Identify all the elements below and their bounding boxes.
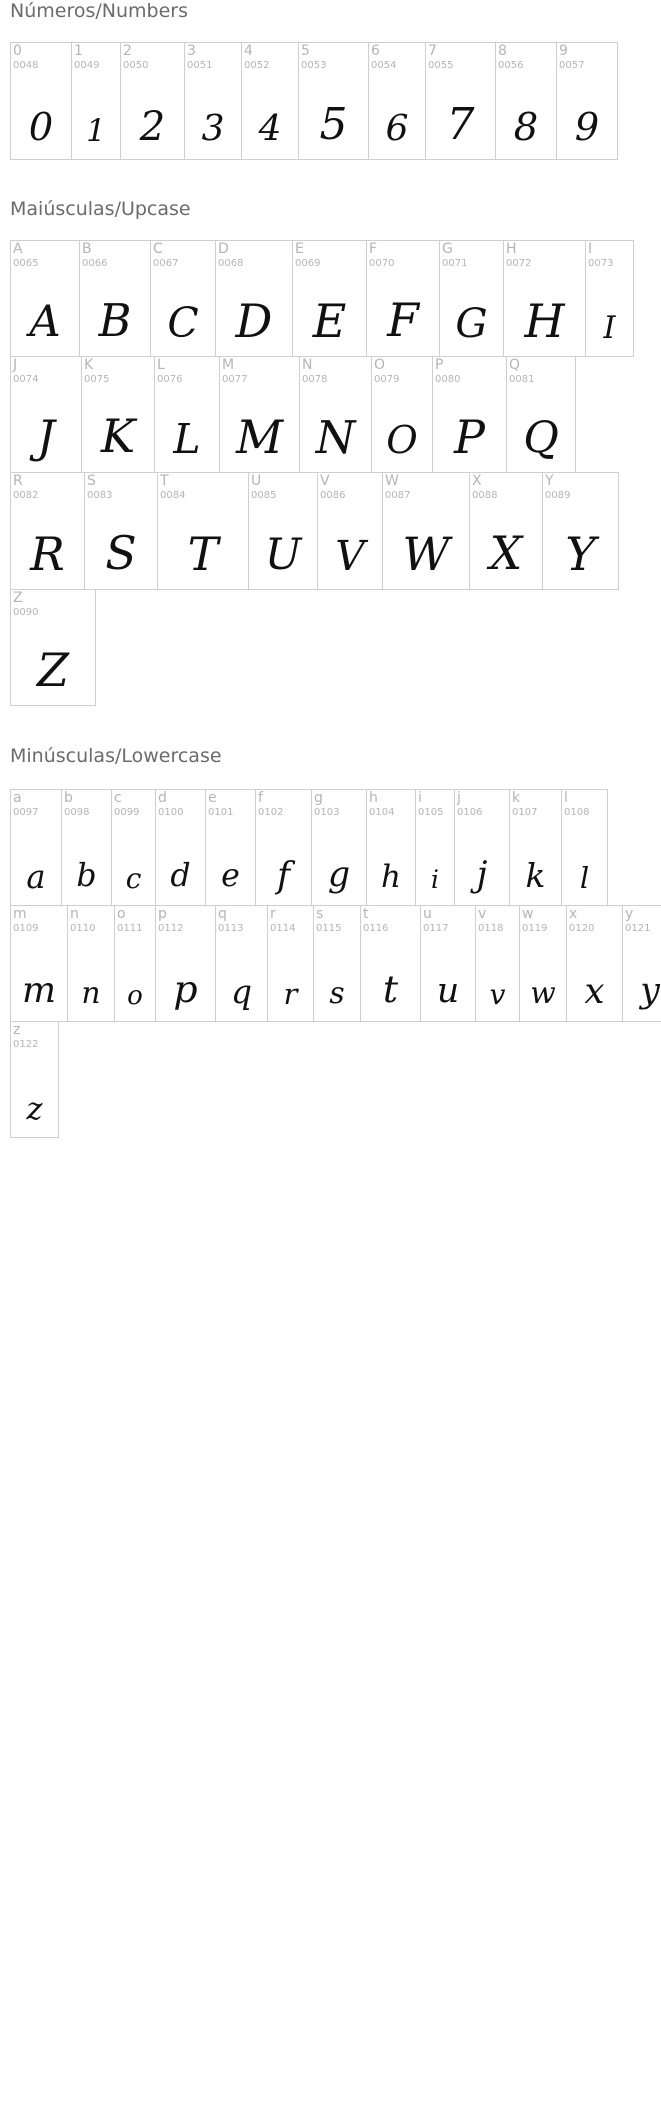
glyph-cell — [215, 905, 268, 1022]
glyph-cell — [205, 789, 256, 906]
glyph-character-label: R — [13, 473, 23, 489]
glyph-code-label: 0052 — [244, 60, 270, 71]
glyph-sample: A — [29, 296, 61, 347]
glyph-sample: x — [584, 970, 605, 1012]
glyph-cell — [366, 789, 416, 906]
glyph-sample: 1 — [86, 113, 106, 149]
glyph-code-label: 0104 — [369, 807, 395, 818]
glyph-sample: M — [235, 410, 284, 464]
glyph-character-label: j — [457, 790, 461, 806]
glyph-character-label: W — [385, 473, 399, 489]
glyph-sample: n — [81, 976, 101, 1012]
glyph-cell — [84, 472, 158, 590]
glyph-character-label: D — [218, 241, 229, 257]
glyph-sample: 7 — [446, 98, 475, 150]
glyph-code-label: 0082 — [13, 490, 39, 501]
glyph-cell — [10, 589, 96, 706]
glyph-sample: 3 — [201, 108, 225, 150]
glyph-sample: k — [525, 856, 546, 896]
glyph-sample: c — [125, 862, 142, 896]
glyph-cell — [371, 356, 433, 473]
glyph-character-label: 5 — [301, 43, 310, 59]
glyph-sample: O — [386, 417, 418, 463]
glyph-character-label: B — [82, 241, 92, 257]
glyph-cell — [469, 472, 543, 590]
glyph-cell — [454, 789, 510, 906]
glyph-character-label: 7 — [428, 43, 437, 59]
glyph-code-label: 0109 — [13, 923, 39, 934]
glyph-cell — [10, 472, 85, 590]
glyph-sample: K — [100, 409, 136, 464]
glyph-character-label: p — [158, 906, 167, 922]
glyph-character-label: e — [208, 790, 217, 806]
glyph-character-label: f — [258, 790, 263, 806]
glyph-sample: r — [283, 976, 298, 1011]
glyph-cell — [506, 356, 576, 473]
glyph-character-label: C — [153, 241, 163, 257]
glyph-code-label: 0048 — [13, 60, 39, 71]
glyph-code-label: 0113 — [218, 923, 244, 934]
glyph-cell — [382, 472, 470, 590]
glyph-code-label: 0079 — [374, 374, 400, 385]
glyph-character-label: L — [157, 357, 165, 373]
glyph-code-label: 0087 — [385, 490, 411, 501]
glyph-character-label: 0 — [13, 43, 22, 59]
glyph-cell — [61, 789, 112, 906]
glyph-character-label: O — [374, 357, 386, 373]
glyph-code-label: 0070 — [369, 258, 395, 269]
glyph-sample: 6 — [385, 108, 409, 150]
glyph-character-label: l — [564, 790, 568, 806]
glyph-code-label: 0083 — [87, 490, 113, 501]
glyph-sample: f — [276, 854, 291, 896]
glyph-sample: a — [26, 857, 46, 896]
glyph-character-label: 6 — [371, 43, 380, 59]
glyph-character-label: S — [87, 473, 96, 489]
glyph-sample: S — [105, 526, 137, 581]
glyph-character-label: n — [70, 906, 79, 922]
glyph-sample: d — [170, 858, 191, 895]
glyph-code-label: 0074 — [13, 374, 39, 385]
glyph-cell — [255, 789, 312, 906]
glyph-code-label: 0119 — [522, 923, 548, 934]
glyph-character-label: u — [423, 906, 432, 922]
glyph-sample: h — [381, 859, 401, 895]
glyph-cell — [71, 42, 121, 160]
glyph-character-label: 1 — [74, 43, 83, 59]
glyph-cell — [415, 789, 455, 906]
glyph-sample: j — [476, 855, 488, 896]
glyph-cell — [120, 42, 185, 160]
glyph-sample: Z — [37, 643, 69, 697]
glyph-sample: N — [315, 410, 356, 464]
glyph-sample: U — [264, 529, 302, 580]
glyph-code-label: 0099 — [114, 807, 140, 818]
glyph-code-label: 0071 — [442, 258, 468, 269]
glyph-code-label: 0054 — [371, 60, 397, 71]
glyph-character-label: U — [251, 473, 262, 489]
glyph-code-label: 0100 — [158, 807, 184, 818]
glyph-cell — [81, 356, 155, 473]
section-title: Números/Numbers — [10, 0, 188, 22]
glyph-cell — [432, 356, 507, 473]
glyph-sample: I — [603, 310, 616, 346]
glyph-sample: 9 — [574, 104, 600, 150]
glyph-sample: o — [127, 980, 143, 1011]
glyph-code-label: 0102 — [258, 807, 284, 818]
glyph-sample: i — [431, 865, 439, 895]
glyph-code-label: 0057 — [559, 60, 585, 71]
glyph-cell — [556, 42, 618, 160]
glyph-code-label: 0121 — [625, 923, 651, 934]
glyph-sample: Q — [523, 412, 559, 463]
glyph-cell — [439, 240, 504, 357]
glyph-character-label: q — [218, 906, 227, 922]
glyph-sample: D — [235, 294, 273, 348]
glyph-cell — [67, 905, 115, 1022]
glyph-character-label: G — [442, 241, 453, 257]
glyph-character-label: r — [270, 906, 276, 922]
glyph-code-label: 0114 — [270, 923, 296, 934]
glyph-code-label: 0072 — [506, 258, 532, 269]
glyph-sample: C — [167, 299, 199, 348]
glyph-character-label: c — [114, 790, 122, 806]
glyph-character-label: 9 — [559, 43, 568, 59]
glyph-sample: u — [436, 971, 460, 1012]
glyph-character-label: H — [506, 241, 517, 257]
glyph-character-label: V — [320, 473, 330, 489]
glyph-code-label: 0049 — [74, 60, 100, 71]
glyph-cell — [248, 472, 318, 590]
glyph-sample: g — [327, 855, 351, 896]
glyph-code-label: 0076 — [157, 374, 183, 385]
glyph-code-label: 0056 — [498, 60, 524, 71]
glyph-sample: z — [26, 1091, 43, 1127]
glyph-character-label: w — [522, 906, 534, 922]
glyph-character-label: P — [435, 357, 444, 373]
glyph-cell — [267, 905, 314, 1022]
glyph-code-label: 0115 — [316, 923, 342, 934]
glyph-cell — [111, 789, 156, 906]
glyph-code-label: 0053 — [301, 60, 327, 71]
glyph-sample: B — [98, 295, 132, 348]
glyph-character-label: 8 — [498, 43, 507, 59]
glyph-cell — [184, 42, 242, 160]
glyph-code-label: 0077 — [222, 374, 248, 385]
glyph-character-label: g — [314, 790, 323, 806]
glyph-sample: t — [382, 967, 399, 1012]
glyph-cell — [155, 905, 216, 1022]
glyph-character-label: 2 — [123, 43, 132, 59]
glyph-sample: L — [173, 415, 201, 464]
glyph-cell — [425, 42, 496, 160]
glyph-code-label: 0117 — [423, 923, 449, 934]
glyph-cell — [155, 789, 206, 906]
glyph-character-label: v — [478, 906, 487, 922]
glyph-code-label: 0108 — [564, 807, 590, 818]
glyph-cell — [585, 240, 634, 357]
glyph-cell — [10, 356, 82, 473]
glyph-code-label: 0051 — [187, 60, 213, 71]
glyph-sample: F — [387, 293, 419, 348]
glyph-character-label: y — [625, 906, 634, 922]
glyph-character-label: J — [13, 357, 18, 373]
glyph-code-label: 0110 — [70, 923, 96, 934]
glyph-character-label: b — [64, 790, 73, 806]
glyph-character-label: x — [569, 906, 578, 922]
glyph-sample: J — [37, 411, 55, 464]
glyph-sample: s — [329, 976, 345, 1012]
glyph-code-label: 0086 — [320, 490, 346, 501]
glyph-character-label: F — [369, 241, 378, 257]
glyph-sample: l — [579, 860, 590, 895]
glyph-sample: Y — [565, 527, 596, 581]
glyph-code-label: 0088 — [472, 490, 498, 501]
glyph-cell — [475, 905, 520, 1022]
glyph-cell — [622, 905, 661, 1022]
glyph-cell — [366, 240, 440, 357]
glyph-cell — [299, 356, 372, 473]
glyph-code-label: 0073 — [588, 258, 614, 269]
section-title: Minúsculas/Lowercase — [10, 745, 222, 767]
glyph-code-label: 0085 — [251, 490, 277, 501]
glyph-sample: 2 — [139, 102, 166, 150]
glyph-code-label: 0107 — [512, 807, 538, 818]
glyph-cell — [292, 240, 367, 357]
glyph-character-label: 4 — [244, 43, 253, 59]
glyph-code-label: 0111 — [117, 923, 143, 934]
glyph-code-label: 0116 — [363, 923, 389, 934]
section-title: Maiúsculas/Upcase — [10, 198, 191, 220]
glyph-sample: m — [21, 970, 57, 1012]
glyph-code-label: 0069 — [295, 258, 321, 269]
glyph-sample: W — [402, 527, 450, 581]
glyph-sample: H — [524, 294, 565, 348]
glyph-code-label: 0101 — [208, 807, 234, 818]
glyph-character-label: d — [158, 790, 167, 806]
glyph-character-label: A — [13, 241, 23, 257]
glyph-cell — [298, 42, 369, 160]
glyph-code-label: 0097 — [13, 807, 39, 818]
glyph-code-label: 0098 — [64, 807, 90, 818]
glyph-code-label: 0065 — [13, 258, 39, 269]
glyph-character-label: T — [160, 473, 169, 489]
glyph-code-label: 0068 — [218, 258, 244, 269]
glyph-character-label: X — [472, 473, 482, 489]
glyph-cell — [317, 472, 383, 590]
glyph-cell — [495, 42, 557, 160]
glyph-code-label: 0090 — [13, 607, 39, 618]
glyph-character-label: Y — [545, 473, 554, 489]
glyph-sample: T — [187, 527, 219, 581]
glyph-character-label: t — [363, 906, 369, 922]
glyph-cell — [566, 905, 623, 1022]
glyph-cell — [420, 905, 476, 1022]
glyph-sample: 0 — [28, 104, 54, 150]
glyph-cell — [10, 42, 72, 160]
glyph-sample: e — [221, 858, 240, 895]
glyph-character-label: s — [316, 906, 324, 922]
glyph-code-label: 0118 — [478, 923, 504, 934]
glyph-character-label: o — [117, 906, 126, 922]
glyph-cell — [509, 789, 562, 906]
glyph-code-label: 0112 — [158, 923, 184, 934]
glyph-cell — [10, 1021, 59, 1138]
glyph-cell — [79, 240, 151, 357]
glyph-cell — [313, 905, 361, 1022]
glyph-sample: E — [312, 294, 347, 348]
glyph-cell — [311, 789, 367, 906]
glyph-cell — [542, 472, 619, 590]
glyph-sample: p — [173, 967, 198, 1012]
glyph-sample: 8 — [513, 104, 539, 150]
glyph-cell — [503, 240, 586, 357]
glyph-cell — [241, 42, 299, 160]
glyph-code-label: 0050 — [123, 60, 149, 71]
glyph-cell — [215, 240, 293, 357]
glyph-character-label: m — [13, 906, 27, 922]
glyph-character-label: Q — [509, 357, 521, 373]
glyph-sample: w — [530, 976, 556, 1012]
glyph-character-label: 3 — [187, 43, 196, 59]
glyph-code-label: 0066 — [82, 258, 108, 269]
glyph-code-label: 0105 — [418, 807, 444, 818]
glyph-sample: 5 — [319, 98, 348, 150]
glyph-cell — [219, 356, 300, 473]
glyph-code-label: 0075 — [84, 374, 110, 385]
glyph-cell — [368, 42, 426, 160]
glyph-code-label: 0081 — [509, 374, 535, 385]
glyph-sample: 4 — [258, 108, 282, 150]
glyph-code-label: 0103 — [314, 807, 340, 818]
glyph-sample: b — [76, 858, 97, 895]
glyph-character-label: I — [588, 241, 593, 257]
glyph-code-label: 0122 — [13, 1039, 39, 1050]
glyph-sample: G — [455, 299, 488, 347]
glyph-cell — [150, 240, 216, 357]
glyph-character-label: a — [13, 790, 22, 806]
glyph-sample: R — [30, 527, 65, 581]
glyph-code-label: 0067 — [153, 258, 179, 269]
glyph-sample: X — [489, 526, 523, 581]
glyph-sample: V — [335, 532, 365, 581]
glyph-cell — [360, 905, 421, 1022]
glyph-character-label: M — [222, 357, 235, 373]
glyph-character-label: z — [13, 1022, 21, 1038]
glyph-cell — [157, 472, 249, 590]
glyph-code-label: 0120 — [569, 923, 595, 934]
glyph-cell — [10, 240, 80, 357]
glyph-cell — [519, 905, 567, 1022]
glyph-character-label: k — [512, 790, 521, 806]
glyph-sample: y — [640, 971, 660, 1012]
glyph-sample: v — [489, 978, 506, 1012]
glyph-code-label: 0055 — [428, 60, 454, 71]
glyph-code-label: 0078 — [302, 374, 328, 385]
glyph-code-label: 0089 — [545, 490, 571, 501]
glyph-code-label: 0084 — [160, 490, 186, 501]
glyph-character-label: Z — [13, 590, 23, 606]
glyph-sample: q — [230, 972, 253, 1012]
glyph-character-label: N — [302, 357, 313, 373]
glyph-code-label: 0106 — [457, 807, 483, 818]
glyph-sample: P — [454, 410, 485, 464]
glyph-cell — [114, 905, 156, 1022]
glyph-cell — [561, 789, 608, 906]
glyph-cell — [10, 905, 68, 1022]
glyph-character-label: E — [295, 241, 304, 257]
glyph-cell — [154, 356, 220, 473]
glyph-character-label: K — [84, 357, 94, 373]
glyph-code-label: 0080 — [435, 374, 461, 385]
glyph-cell — [10, 789, 62, 906]
glyph-character-label: i — [418, 790, 422, 806]
glyph-character-label: h — [369, 790, 378, 806]
